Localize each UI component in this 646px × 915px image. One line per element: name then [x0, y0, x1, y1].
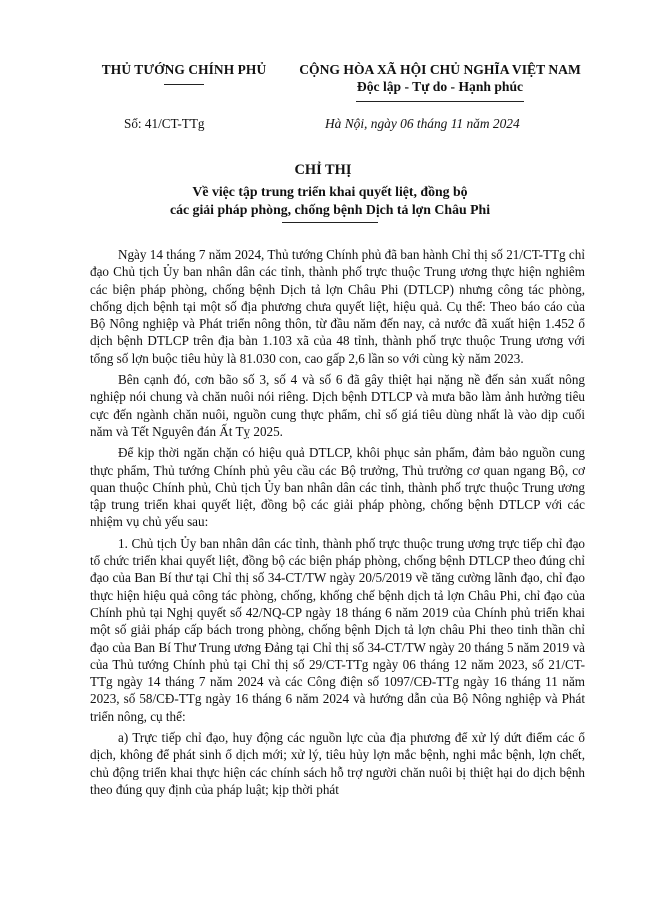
body-paragraph: Ngày 14 tháng 7 năm 2024, Thủ tướng Chính phủ đã ban hành Chỉ thị số 21/CT-TTg chỉ đạo Chủ tịch Ủy ban nhân dân các tỉnh, thành phố trực thuộc Trung ương thực hiện nghiêm các biện pháp phòng, chống bệnh Dịch tả lợn Châu Phi (DTLCP) nhưng công tác phòng, chống dịch bệnh tại một số địa phương chưa quyết liệt, hiệu quả. Cụ thể: Theo báo cáo của Bộ Nông nghiệp và Phát triển nông thôn, từ đầu năm đến nay, cả nước đã xuất hiện 1.452 ổ dịch bệnh DTLCP trên địa bàn 1.103 xã của 48 tỉnh, thành phố trực thuộc Trung ương với tổng số lợn buộc tiêu hủy là 81.030 con, cao gấp 2,6 lần so với cùng kỳ năm 2023. [90, 247, 585, 366]
national-title-block [280, 62, 600, 102]
document-subject [80, 183, 580, 223]
body-paragraph: a) Trực tiếp chỉ đạo, huy động các nguồn lực của địa phương để xử lý dứt điểm các ổ dịch, không để phát sinh ổ dịch mới; xử lý, tiêu hủy lợn mắc bệnh, nghi mắc bệnh, lợn chết, chủ động triển khai thực hiện các chính sách hỗ trợ người chăn nuôi bị thiệt hại do dịch bệnh theo đúng quy định của pháp luật; kịp thời phát [90, 730, 585, 797]
issuing-authority-block [86, 62, 282, 85]
document-body [90, 246, 585, 801]
motto-underline [356, 101, 524, 102]
national-motto: Độc lập - Tự do - Hạnh phúc [356, 79, 524, 94]
subject-underline [282, 222, 378, 223]
document-number: Số: 41/CT-TTg [124, 116, 205, 131]
issuing-authority: THỦ TƯỚNG CHÍNH PHỦ [101, 62, 267, 77]
subject-line-1: Về việc tập trung triển khai quyết liệt, đồng bộ [192, 184, 468, 199]
subject-line-2: các giải pháp phòng, chống bệnh Dịch tả lợn Châu Phi [169, 202, 491, 217]
document-type-title: CHỈ THỊ [294, 162, 352, 178]
national-name: CỘNG HÒA XÃ HỘI CHỦ NGHĨA VIỆT NAM [299, 62, 581, 77]
body-paragraph: Bên cạnh đó, cơn bão số 3, số 4 và số 6 đã gây thiệt hại nặng nề đến sản xuất nông nghiệp nói chung và chăn nuôi nói riêng. Dịch bệnh DTLCP và mưa bão làm ảnh hưởng tiêu cực đến ngành chăn nuôi, nguồn cung thực phẩm, chỉ số giá tiêu dùng nhất là vào dịp cuối năm và Tết Nguyên đán Ất Tỵ 2025. [90, 372, 585, 439]
body-paragraph: Để kịp thời ngăn chặn có hiệu quả DTLCP, khôi phục sản phẩm, đảm bảo nguồn cung thực phẩm, Thủ tướng Chính phủ yêu cầu các Bộ trưởng, Thủ trưởng cơ quan ngang Bộ, cơ quan thuộc Chính phủ, Chủ tịch Ủy ban nhân dân các tỉnh, thành phố trực thuộc Trung ương tập trung triển khai quyết liệt, đồng bộ các giải pháp phòng, chống bệnh DTLCP với các nhiệm vụ chủ yếu sau: [90, 445, 585, 530]
authority-underline [164, 84, 204, 85]
body-paragraph: 1. Chủ tịch Ủy ban nhân dân các tỉnh, thành phố trực thuộc trung ương trực tiếp chỉ đạo tổ chức triển khai quyết liệt, đồng bộ các biện pháp phòng, chống bệnh DTLCP theo đúng chỉ đạo của Ban Bí thư tại Chỉ thị số 34-CT/TW ngày 20/5/2019 về tăng cường lãnh đạo, chỉ đạo thực hiện hiệu quả công tác phòng, chống, khống chế bệnh dịch tả lợn Châu Phi, chỉ đạo của Chính phủ tại Nghị quyết số 42/NQ-CP ngày 18 tháng 6 năm 2019 của Chính phủ triển khai một số giải pháp cấp bách trong phòng, chống bệnh Dịch tả lợn châu Phi theo tinh thần chỉ đạo của Ban Bí Thư Trung ương Đảng tại Chỉ thị số 34-CT/TW ngày 20 tháng 5 năm 2019 và của Thủ tướng Chính phủ tại Chỉ thị số 29/CT-TTg ngày 06 tháng 12 năm 2023, số 21/CT-TTg ngày 14 tháng 7 năm 2024 và các Công điện số 1097/CĐ-TTg ngày 16 tháng 11 năm 2023, số 58/CĐ-TTg ngày 16 tháng 6 năm 2024 và hướng dẫn của Bộ Nông nghiệp và Phát triển nông, cụ thể: [90, 535, 585, 724]
place-and-date: Hà Nội, ngày 06 tháng 11 năm 2024 [325, 116, 520, 131]
